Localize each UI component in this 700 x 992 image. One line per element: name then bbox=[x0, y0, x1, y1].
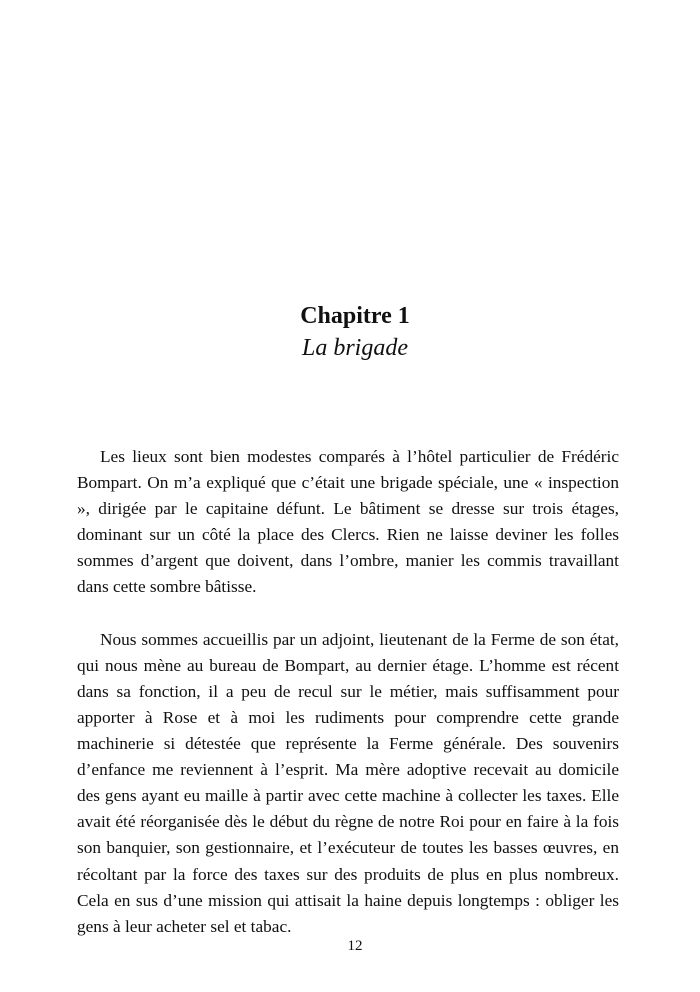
chapter-heading bbox=[0, 300, 700, 364]
chapter-number: Chapitre 1 bbox=[300, 303, 410, 329]
page-number: 12 bbox=[347, 938, 363, 954]
body-text bbox=[77, 444, 619, 940]
paragraph-1: Les lieux sont bien modestes comparés à l’hôtel particulier de Frédéric Bompart. On m’a expliqué que c’était une brigade spéciale, une « inspection », dirigée par le capitaine défunt. Le bâtiment se dresse sur trois étages, dominant sur un côté la place des Clercs. Rien ne laisse deviner les folles sommes d’argent que doivent, dans l’ombre, manier les commis travaillant dans cette sombre bâtisse. bbox=[77, 447, 619, 597]
paragraph-2: Nous sommes accueillis par un adjoint, lieutenant de la Ferme de son état, qui nous mène au bureau de Bompart, au dernier étage. L’homme est récent dans sa fonction, il a peu de recul sur le métier, mais suffisamment pour apporter à Rose et à moi les rudiments pour comprendre cette grande machinerie si détestée que représente la Ferme générale. Des souvenirs d’enfance me reviennent à l’esprit. Ma mère adoptive recevait au domicile des gens ayant eu maille à partir avec cette machine à collecter les taxes. Elle avait été réorganisée dès le début du règne de notre Roi pour en faire à la fois son banquier, son gestionnaire, et l’exécuteur de toutes les basses œuvres, en récoltant par la force des taxes sur des produits de plus en plus nombreux. Cela en sus d’une mission qui attisait la haine depuis longtemps : obliger les gens à leur acheter sel et tabac. bbox=[77, 629, 619, 936]
chapter-title: La brigade bbox=[301, 335, 408, 361]
